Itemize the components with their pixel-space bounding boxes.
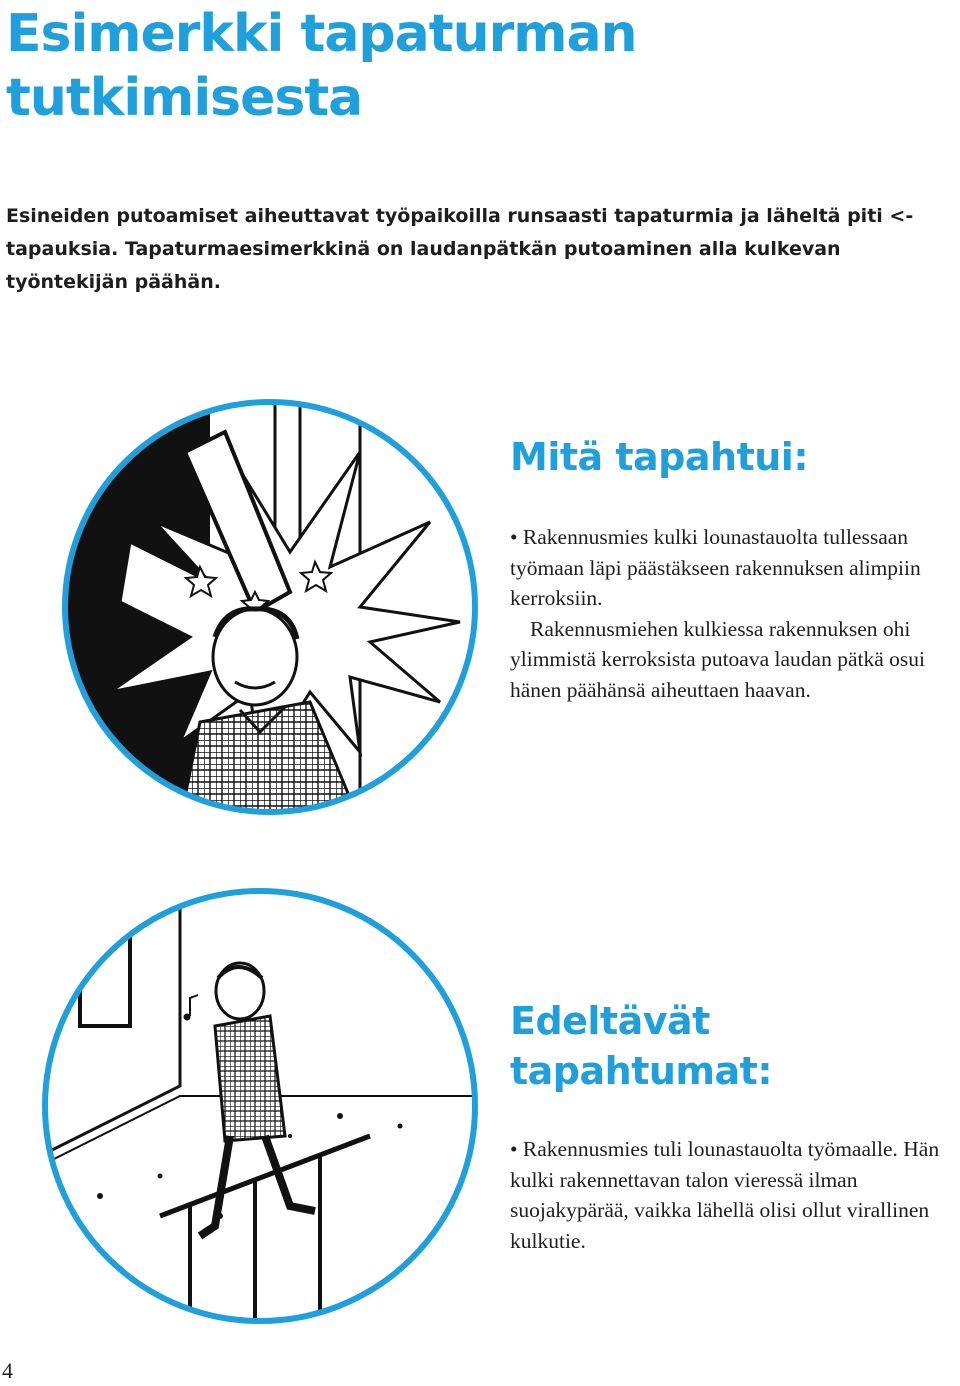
section-heading-what-happened: Mitä tapahtui: <box>510 435 809 479</box>
what-happened-paragraph-1: • Rakennusmies kulki lounastauolta tullessaan työmaan läpi päästäkseen rakennuksen alimpiin kerroksiin. <box>510 525 921 610</box>
what-happened-paragraph-2: Rakennusmiehen kulkiessa rakennuksen ohi ylimmistä kerroksista putoava laudan pätkä osui hänen päähänsä aiheuttaen haavan. <box>510 616 925 702</box>
page-title: Esimerkki tapaturman tutkimisesta <box>6 4 637 128</box>
page-number: 4 <box>2 1358 13 1383</box>
what-happened-text <box>510 522 950 705</box>
falling-plank-illustration <box>60 392 480 822</box>
preceding-events-text <box>510 1134 958 1256</box>
intro-paragraph: Esineiden putoamiset aiheuttavat työpaikoilla runsaasti tapaturmia ja läheltä piti <-tapauksia. Tapaturmaesimerkkinä on laudanpätkän putoaminen alla kulkevan työntekijän päähän. <box>6 205 914 293</box>
section-heading-preceding-events: Edeltävät tapahtumat: <box>510 999 773 1093</box>
walking-worker-illustration <box>40 886 480 1326</box>
preceding-events-paragraph-1: • Rakennusmies tuli lounastauolta työmaalle. Hän kulki rakennettavan talon vieressä ilman suojakypärää, vaikka lähellä olisi ollut virallinen kulkutie. <box>510 1137 940 1253</box>
